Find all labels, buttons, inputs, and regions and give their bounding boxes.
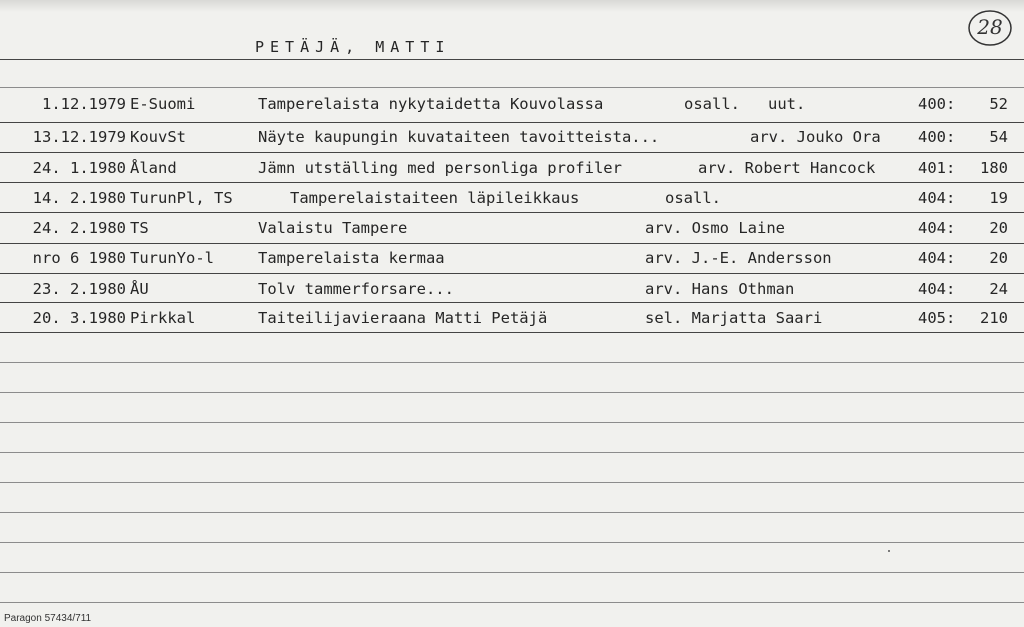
rule-line [0,602,1024,603]
entry-source: TurunYo-l [130,249,214,267]
entry-page: 24 [989,280,1008,298]
entry-role: sel. Marjatta Saari [645,309,823,327]
entry-page: 54 [989,128,1008,146]
entry-role: arv. Hans Othman [645,280,795,298]
entry-role: arv. Osmo Laine [645,219,785,237]
entry-title: Tolv tammerforsare... [258,280,454,298]
entry-volume: 404: [918,249,956,267]
entry-date: nro 6 1980 [32,249,126,267]
entry-volume: 404: [918,280,956,298]
entry-row [0,280,1024,310]
entry-page: 19 [989,189,1008,207]
entry-date: 20. 3.1980 [32,309,126,327]
entry-volume: 404: [918,189,956,207]
entry-role: arv. J.-E. Andersson [645,249,832,267]
entry-row [0,159,1024,189]
rule-line [0,392,1024,393]
rule-line [0,512,1024,513]
entry-date: 24. 1.1980 [32,159,126,177]
entry-source: ÅU [130,280,149,298]
entry-page: 210 [980,309,1008,327]
card-heading: PETÄJÄ, MATTI [255,38,451,56]
entry-page: 20 [989,249,1008,267]
rule-line [0,362,1024,363]
card-number-badge [966,8,1014,48]
paper-speck [888,550,890,552]
rule-line [0,542,1024,543]
entry-date: 1.12.1979 [42,95,126,113]
entry-date: 24. 2.1980 [32,219,126,237]
heading-rule [0,59,1024,60]
card-number: 28 [977,15,1003,39]
rule-line [0,452,1024,453]
entry-role: arv. Jouko Ora [750,128,881,146]
entry-date: 13.12.1979 [32,128,126,146]
entry-source: Åland [130,159,177,177]
entry-source: Pirkkal [130,309,196,327]
entry-date: 23. 2.1980 [32,280,126,298]
entry-role: osall. uut. [684,95,806,113]
entry-volume: 400: [918,95,956,113]
entry-row [0,219,1024,249]
entry-row [0,95,1024,125]
entry-title: Valaistu Tampere [258,219,408,237]
entry-row [0,189,1024,219]
rule-line [0,422,1024,423]
entry-page: 20 [989,219,1008,237]
entry-role: osall. [665,189,721,207]
entry-row [0,249,1024,279]
entry-page: 52 [989,95,1008,113]
entry-title: Taiteilijavieraana Matti Petäjä [258,309,548,327]
entry-volume: 400: [918,128,956,146]
entry-volume: 405: [918,309,956,327]
entry-row [0,309,1024,339]
entry-row [0,128,1024,158]
entry-source: E-Suomi [130,95,196,113]
entry-volume: 401: [918,159,956,177]
entry-title: Jämn utställing med personliga profiler [258,159,622,177]
rule-line [0,572,1024,573]
entry-role: arv. Robert Hancock [698,159,876,177]
entry-title: Tamperelaista nykytaidetta Kouvolassa [258,95,604,113]
rule-line [0,87,1024,88]
entry-source: TurunPl, TS [130,189,233,207]
entry-title: Näyte kaupungin kuvataiteen tavoitteista... [258,128,660,146]
rule-line [0,482,1024,483]
entry-page: 180 [980,159,1008,177]
entry-title: Tamperelaistaiteen läpileikkaus [290,189,580,207]
entry-date: 14. 2.1980 [32,189,126,207]
card-top-edge [0,0,1024,12]
card-footer: Paragon 57434/711 [4,613,92,624]
entry-source: KouvSt [130,128,186,146]
entry-volume: 404: [918,219,956,237]
entry-source: TS [130,219,149,237]
entry-title: Tamperelaista kermaa [258,249,445,267]
